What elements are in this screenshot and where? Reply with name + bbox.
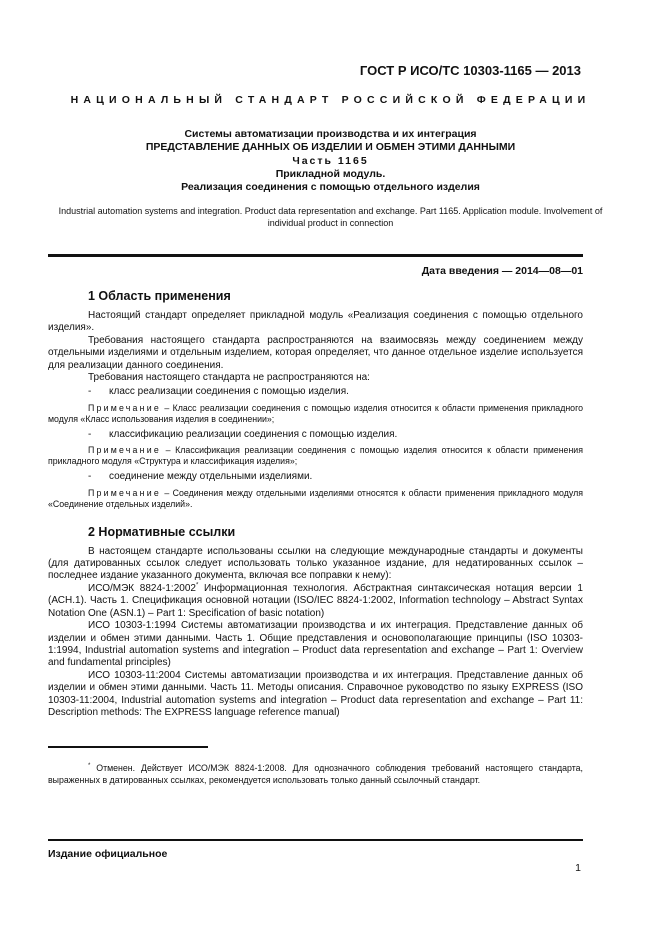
note (48, 403, 583, 425)
section-2-heading: 2 Нормативные ссылки (88, 524, 236, 539)
title-line-5: Реализация соединения с помощью отдельного изделия (181, 181, 480, 194)
footnote (48, 762, 583, 786)
section-2-paragraph: В настоящем стандарте использованы ссылки на следующие международные стандарты и документы (для датированных ссылок следует использовать только указанное издание, для недатированных ссылок – последнее издание указанного документа, включая все поправки к нему): (48, 545, 583, 582)
title-line-4: Прикладной модуль. (275, 167, 386, 180)
note-label: Примечание (88, 402, 161, 413)
footnote-marker: * (195, 582, 199, 589)
list-item-text: классификацию реализации соединения с помощью изделия. (109, 428, 398, 440)
reference-iso-iec-8824-1: ИСО/МЭК 8824-1:2002* Информационная технология. Абстрактная синтаксическая нотация версии 1 (АСН.1). Часть 1. Спецификация основной нотации (ISO/IEC 8824-1:2002, Information technology – Abstract Syntax Notation One (ASN.1) – Part 1: Specification of basic notation) (48, 582, 583, 619)
english-title: Industrial automation systems and integration. Product data representation and exchange. Part 1165. Application module. Involvement of individual product in connection (58, 206, 603, 228)
section-1-paragraph: Требования настоящего стандарта распространяются на взаимосвязь между соединением между отдельными изделиями и отдельным изделием, которая определяет, что данное отдельное изделие используется для реализации данного соединения. (48, 334, 583, 371)
document-body (48, 288, 583, 719)
section-1-heading: 1 Область применения (88, 289, 231, 303)
list-item-text: класс реализации соединения с помощью изделия. (109, 386, 349, 398)
note-text: – Соединения между отдельными изделиями относятся к области применения прикладного модуля «Соединение отдельных изделий». (48, 487, 583, 509)
section-1-paragraph: Требования настоящего стандарта не распространяются на: (88, 372, 370, 384)
footnote-text: Отменен. Действует ИСО/МЭК 8824-1:2008. Для однозначного соблюдения требований настоящего стандарта, выраженных в датированных ссылках, рекомендуется использовать только данный ссылочный стандарт. (48, 763, 583, 785)
reference-iso-10303-1: ИСО 10303-1:1994 Системы автоматизации производства и их интеграция. Представление данных об изделии и обмен этими данными. Часть 1. Общие представления и основополагающие принципы (ISO 10303-1:1994, Industrial automation systems and integration – Product data representation and exchange – Part 1: Overview and fundamental principles) (48, 620, 583, 669)
footnote-divider (48, 746, 208, 748)
list-item (48, 471, 583, 483)
list-dash: - (88, 428, 92, 440)
list-item (48, 429, 583, 441)
section-1-paragraph: Настоящий стандарт определяет прикладной модуль «Реализация соединения с помощью отдельного изделия». (48, 310, 583, 334)
note-text: – Классификация реализации соединения с помощью изделия относится к области применения прикладного модуля «Структура и классификация изделия»; (48, 445, 583, 467)
note-label: Примечание (88, 487, 161, 498)
standard-code: ГОСТ Р ИСО/ТС 10303-1165 — 2013 (359, 63, 581, 78)
list-item-text: соединение между отдельными изделиями. (109, 471, 313, 483)
footnote-marker: * (88, 763, 91, 770)
edition-label: Издание официальное (48, 848, 168, 860)
title-line-2: ПРЕДСТАВЛЕНИЕ ДАННЫХ ОБ ИЗДЕЛИИ И ОБМЕН ЭТИМИ ДАННЫМИ (145, 141, 516, 154)
note-label: Примечание (88, 445, 161, 456)
note (48, 445, 583, 467)
page-number: 1 (575, 862, 581, 874)
header-divider (48, 254, 583, 257)
introduction-date: Дата введения — 2014—08—01 (421, 265, 583, 277)
national-standard-banner: НАЦИОНАЛЬНЫЙ СТАНДАРТ РОССИЙСКОЙ ФЕДЕРАЦИИ (70, 94, 591, 106)
note-text: – Класс реализации соединения с помощью изделия относится к области применения прикладного модуля «Класс использования изделия в соединении»; (48, 402, 583, 424)
list-item (48, 386, 583, 398)
title-block (48, 128, 613, 194)
note (48, 488, 583, 510)
footer-divider (48, 839, 583, 841)
list-dash: - (88, 471, 92, 483)
list-dash: - (88, 386, 92, 398)
title-line-1: Системы автоматизации производства и их интеграция (184, 128, 477, 140)
title-part: Часть 1165 (292, 154, 369, 167)
reference-iso-10303-11: ИСО 10303-11:2004 Системы автоматизации производства и их интеграция. Представление данных об изделии и обмен этими данными. Часть 11. Методы описания. Справочное руководство по языку EXPRESS (ISO 10303-11:2004, Industrial automation systems and integration – Product data representation and exchange – Part 11: Description methods: The EXPRESS language reference manual) (48, 669, 583, 718)
